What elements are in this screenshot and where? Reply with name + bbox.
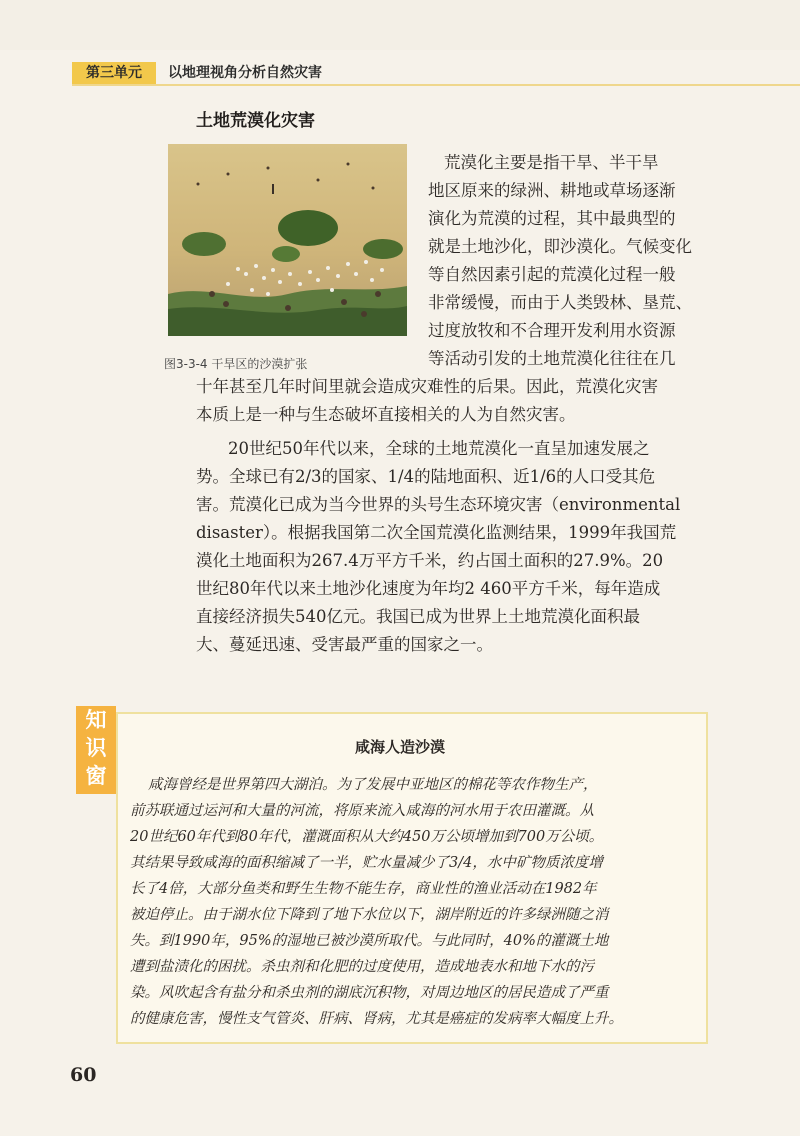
box-line: 咸海曾经是世界第四大湖泊。为了发展中亚地区的棉花等农作物生产， (148, 777, 598, 793)
window-tag-char: 窗 (85, 764, 107, 788)
body-line: 等自然因素引起的荒漠化过程一般 (428, 265, 676, 284)
body-line: 荒漠化主要是指干旱、半干旱 (444, 153, 659, 172)
knowledge-box-title: 咸海人造沙漠 (354, 738, 445, 756)
box-line: 的健康危害，慢性支气管炎、肝病、肾病，尤其是癌症的发病率大幅度上升。 (130, 1011, 623, 1027)
body-line: 大、蔓延迅速、受害最严重的国家之一。 (196, 635, 493, 654)
page-number: 60 (70, 1064, 97, 1086)
box-line: 染。风吹起含有盐分和杀虫剂的湖底沉积物，对周边地区的居民造成了严重 (130, 985, 609, 1001)
figure-caption: 图3-3-4 干旱区的沙漠扩张 (164, 357, 308, 371)
body-line: 20世纪50年代以来，全球的土地荒漠化一直呈加速发展之 (228, 439, 650, 458)
box-line: 遭到盐渍化的困扰。杀虫剂和化肥的过度使用，造成地表水和地下水的污 (130, 959, 594, 975)
body-line: 直接经济损失540亿元。我国已成为世界上土地荒漠化面积最 (196, 607, 640, 626)
section-title: 土地荒漠化灾害 (196, 111, 315, 131)
body-line: 地区原来的绿洲、耕地或草场逐渐 (428, 181, 676, 200)
body-line: 等活动引发的土地荒漠化往往在几 (428, 349, 676, 368)
body-line: 十年甚至几年时间里就会造成灾难性的后果。因此，荒漠化灾害 (196, 377, 658, 396)
body-line: 害。荒漠化已成为当今世界的头号生态环境灾害（environmental (196, 495, 681, 514)
body-line: 漠化土地面积为267.4万平方千米，约占国土面积的27.9%。20 (196, 551, 664, 570)
box-line: 长了4倍，大部分鱼类和野生生物不能生存，商业性的渔业活动在1982年 (130, 881, 597, 897)
header-rule (72, 84, 800, 86)
body-line: 演化为荒漠的过程，其中最典型的 (428, 209, 676, 228)
unit-header (72, 62, 800, 84)
top-margin (0, 0, 800, 50)
box-line: 20世纪60年代到80年代，灌溉面积从大约450万公顷增加到700万公顷。 (130, 829, 604, 845)
desert-expansion-image (168, 144, 407, 336)
box-line: 其结果导致咸海的面积缩减了一半，贮水量减少了3/4，水中矿物质浓度增 (130, 855, 603, 871)
box-line: 失。到1990年，95%的湿地已被沙漠所取代。与此同时，40%的灌溉土地 (130, 933, 609, 949)
desert-photo (168, 144, 407, 336)
body-line: 就是土地沙化，即沙漠化。气候变化 (428, 237, 692, 256)
window-tag-char: 知 (85, 708, 107, 732)
unit-label: 第三单元 (72, 62, 156, 84)
body-line: disaster）。根据我国第二次全国荒漠化监测结果，1999年我国荒 (196, 523, 677, 542)
unit-title: 以地理视角分析自然灾害 (168, 65, 322, 81)
body-line: 势。全球已有2/3的国家、1/4的陆地面积、近1/6的人口受其危 (196, 467, 656, 486)
body-line: 过度放牧和不合理开发利用水资源 (428, 321, 676, 340)
body-line: 世纪80年代以来土地沙化速度为年均2 460平方千米，每年造成 (196, 579, 661, 598)
window-tag-char: 识 (85, 736, 107, 760)
box-line: 被迫停止。由于湖水位下降到了地下水位以下，湖岸附近的许多绿洲随之消 (130, 907, 609, 923)
body-line: 本质上是一种与生态破坏直接相关的人为自然灾害。 (196, 405, 576, 424)
box-line: 前苏联通过运河和大量的河流，将原来流入咸海的河水用于农田灌溉。从 (130, 803, 594, 819)
body-line: 非常缓慢，而由于人类毁林、垦荒、 (428, 293, 692, 312)
